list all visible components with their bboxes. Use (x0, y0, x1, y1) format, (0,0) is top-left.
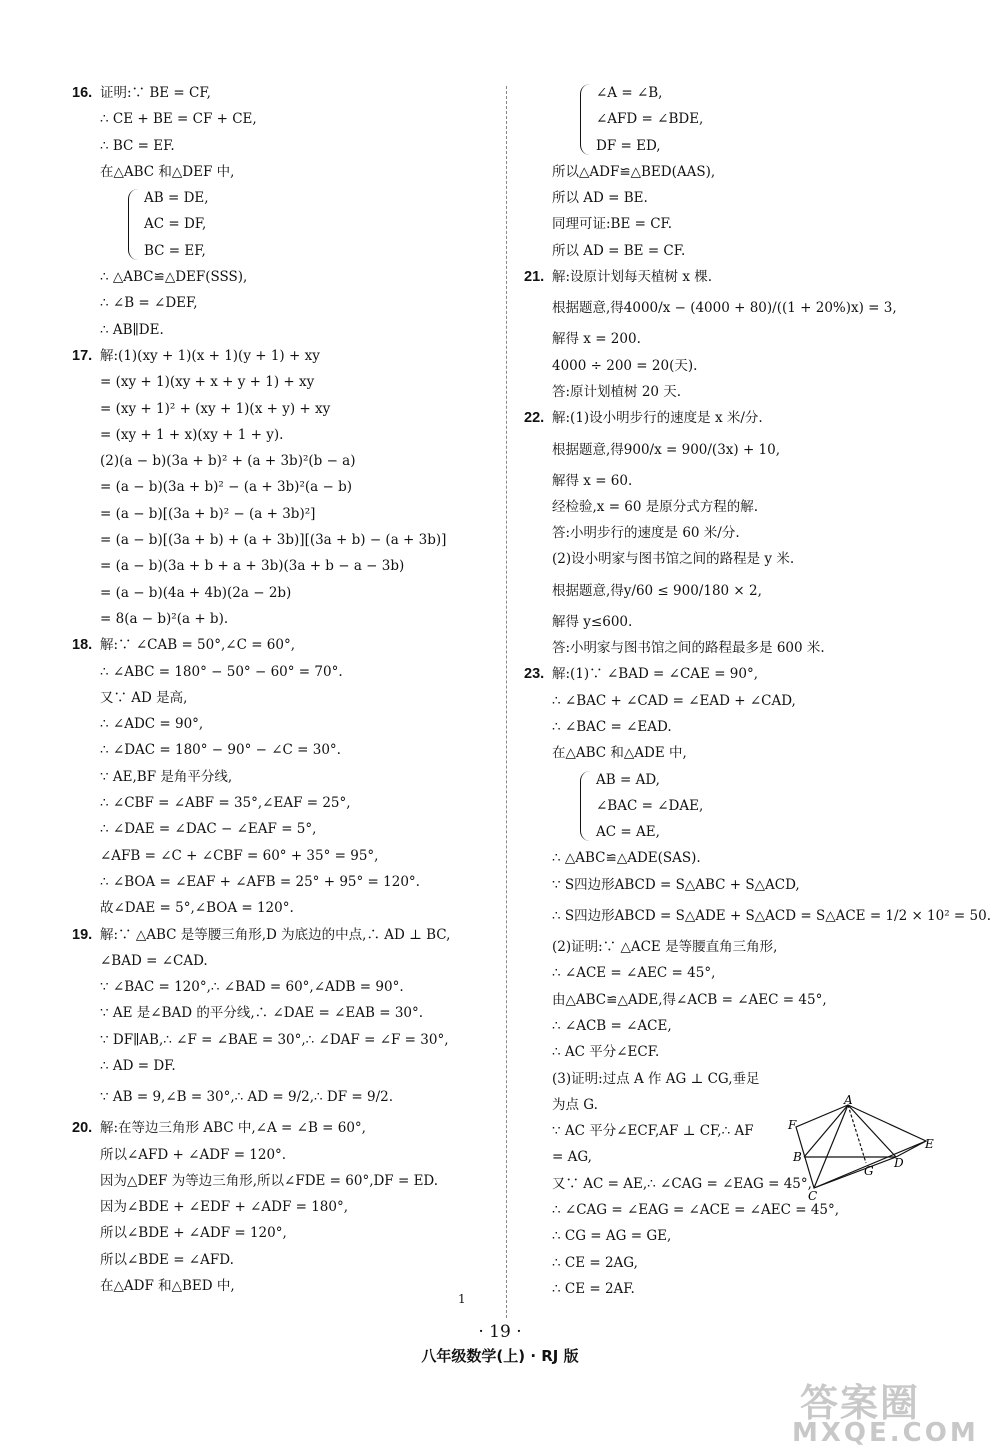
solution-line (524, 845, 964, 871)
solution-line (72, 974, 490, 1000)
line-text: ∴ ∠ACB = ∠ACE, (552, 1017, 672, 1034)
solution-line (524, 211, 964, 237)
line-text: 为点 G. (552, 1096, 598, 1113)
solution-line (524, 326, 964, 352)
solution-line (524, 688, 964, 714)
solution-line (72, 1168, 490, 1194)
solution-line (72, 1027, 490, 1053)
watermark-url: MXQE.COM (792, 1418, 979, 1448)
solution-line (524, 1066, 964, 1092)
problem-number: 18. (72, 637, 93, 654)
line-text: ∴ ∠BAC = ∠EAD. (552, 718, 672, 735)
solution-line (72, 1273, 490, 1299)
solution-line (524, 405, 964, 431)
geometry-figure (786, 1095, 936, 1200)
line-text: ∴ ∠DAE = ∠DAC − ∠EAF = 5°, (100, 821, 317, 838)
solution-line (72, 290, 490, 316)
solution-line (72, 422, 490, 448)
brace-line: AC = DF, (144, 216, 207, 233)
line-text: 所以∠BDE = ∠AFD. (100, 1251, 234, 1268)
line-text: ∠AFB = ∠C + ∠CBF = 60° + 35° = 95°, (100, 847, 379, 864)
figure-label-c: C (808, 1189, 818, 1200)
watermark (790, 1372, 990, 1452)
line-text: 解得 x = 200. (552, 331, 641, 348)
solution-line (524, 1197, 964, 1223)
line-text: ∴ △ABC≌△ADE(SAS). (552, 850, 701, 867)
line-text: (2)设小明家与图书馆之间的路程是 y 米. (552, 551, 795, 568)
solution-line (524, 898, 992, 934)
figure-label-e: E (925, 1137, 934, 1151)
watermark-logo-text: 答案圈 (800, 1381, 921, 1425)
solution-line (524, 238, 964, 264)
line-text: 证明:∵ BE = CF, (100, 85, 211, 101)
line-text: ∴ S四边形ABCD = S△ADE + S△ACD = S△ACE = 1/2 × 10² = 50. (552, 908, 992, 925)
line-text: ∴ ∠BAC + ∠CAD = ∠EAD + ∠CAD, (552, 692, 796, 709)
solution-line (524, 573, 964, 609)
line-text: 解:(1)∵ ∠BAD = ∠CAE = 90°, (552, 666, 759, 683)
line-text: = 8(a − b)²(a + b). (100, 610, 229, 627)
solution-line (72, 1194, 490, 1220)
solution-line (72, 816, 490, 842)
line-text: 在△ADF 和△BED 中, (100, 1278, 235, 1295)
solution-line (72, 895, 490, 921)
line-text: = (a − b)(3a + b + a + 3b)(3a + b − a − 3b) (100, 558, 405, 575)
line-text: ∴ ∠ABC = 180° − 50° − 60° = 70°. (100, 663, 343, 680)
solution-line (72, 159, 490, 185)
line-text: ∵ AE,BF 是角平分线, (100, 768, 233, 785)
solution-line (72, 396, 490, 422)
problem-number: 20. (72, 1120, 93, 1137)
line-text: 所以 AD = BE. (552, 190, 648, 207)
line-text: 根据题意,得y/60 ≤ 900/180 × 2, (552, 582, 762, 599)
line-text: ∴ CE = 2AG, (552, 1254, 638, 1271)
line-text: ∵ AB = 9,∠B = 30°,∴ AD = 9/2,∴ DF = 9/2. (100, 1089, 394, 1106)
stray-mark: 1 (458, 1292, 466, 1306)
problem-number: 23. (524, 666, 545, 683)
line-text: 解得 x = 60. (552, 472, 633, 489)
figure-label-g: G (864, 1164, 874, 1178)
solution-line (524, 960, 964, 986)
line-text: 因为△DEF 为等边三角形,所以∠FDE = 60°,DF = ED. (100, 1172, 439, 1189)
page-footer: 八年级数学(上) · RJ 版 (421, 1347, 579, 1365)
solution-line (72, 632, 490, 658)
line-text: ∵ DF∥AB,∴ ∠F = ∠BAE = 30°,∴ ∠DAF = ∠F = 30°, (100, 1031, 449, 1048)
solution-line (72, 1247, 490, 1273)
line-text: ∴ AB∥DE. (100, 321, 164, 338)
brace-line: AB = DE, (144, 190, 209, 207)
line-text: ∴ ∠BOA = ∠EAF + ∠AFB = 25° + 95° = 120°. (100, 873, 420, 890)
solution-line (72, 264, 490, 290)
solution-line (72, 1142, 490, 1168)
line-text: ∴ △ABC≌△DEF(SSS), (100, 269, 248, 286)
solution-line (72, 843, 490, 869)
solution-line (72, 580, 490, 606)
line-text: ∴ CE = 2AF. (552, 1280, 635, 1297)
solution-line (524, 1250, 964, 1276)
line-text: (2)(a − b)(3a + b)² + (a + 3b)²(b − a) (100, 453, 356, 470)
solution-line (524, 379, 964, 405)
problem-number: 19. (72, 926, 93, 943)
solution-line (72, 369, 490, 395)
solution-line (72, 133, 490, 159)
line-text: 解:在等边三角形 ABC 中,∠A = ∠B = 60°, (100, 1120, 366, 1137)
solution-line (72, 501, 490, 527)
line-text: 答:原计划植树 20 天. (552, 383, 682, 400)
line-text: (3)证明:过点 A 作 AG ⊥ CG,垂足 (552, 1070, 760, 1087)
line-text: ∴ BC = EF. (100, 137, 175, 154)
solution-line (72, 711, 490, 737)
line-text: = (a − b)[(3a + b)² − (a + 3b)²] (100, 505, 316, 522)
solution-line (72, 106, 490, 132)
solution-line (72, 527, 490, 553)
solution-line (524, 740, 964, 766)
line-text: ∴ AC 平分∠ECF. (552, 1044, 660, 1061)
line-text: ∴ AD = DF. (100, 1057, 176, 1074)
problem-number: 17. (72, 347, 93, 364)
line-text: = (a − b)(3a + b)² − (a + 3b)²(a − b) (100, 479, 352, 496)
problem-number: 22. (524, 410, 545, 427)
solution-line (524, 264, 964, 290)
solution-line (524, 546, 964, 572)
solution-line (524, 714, 964, 740)
brace-line: ∠BAC = ∠DAE, (596, 797, 704, 814)
line-text: 经检验,x = 60 是原分式方程的解. (552, 498, 759, 515)
line-text: 所以 AD = BE = CF. (552, 242, 686, 259)
line-text: ∵ AC 平分∠ECF,AF ⊥ CF,∴ AF (552, 1123, 754, 1140)
line-text: = (xy + 1 + x)(xy + 1 + y). (100, 426, 284, 443)
line-text: 解得 y≤600. (552, 613, 633, 630)
solution-line (524, 290, 964, 326)
line-text: ∵ S四边形ABCD = S△ABC + S△ACD, (552, 876, 800, 893)
solution-line (524, 1013, 964, 1039)
line-text: = (a − b)[(3a + b) + (a + 3b)][(3a + b) − (a + 3b)] (100, 532, 447, 549)
line-text: 解:(1)(xy + 1)(x + 1)(y + 1) + xy (100, 347, 320, 364)
line-text: 同理可证:BE = CF. (552, 216, 673, 233)
line-text: 4000 ÷ 200 = 20(天). (552, 357, 698, 374)
solution-line (72, 553, 490, 579)
line-text: = (xy + 1)(xy + x + y + 1) + xy (100, 374, 315, 391)
brace-line: DF = ED, (596, 137, 661, 154)
line-text: 解:设原计划每天植树 x 棵. (552, 269, 713, 286)
figure-label-f: F (788, 1118, 797, 1132)
brace-line: AB = AD, (596, 771, 660, 788)
brace-system (100, 185, 490, 264)
line-text: ∴ ∠CAG = ∠EAG = ∠ACE = ∠AEC = 45°, (552, 1201, 840, 1218)
line-text: 答:小明步行的速度是 60 米/分. (552, 525, 740, 542)
solution-line (524, 635, 964, 661)
line-text: ∠BAD = ∠CAD. (100, 952, 208, 969)
solution-line (524, 468, 964, 494)
solution-line (72, 343, 490, 369)
brace-system (552, 767, 964, 846)
solution-line (72, 764, 490, 790)
figure-outline (796, 1105, 926, 1188)
line-text: ∴ CG = AG = GE, (552, 1228, 672, 1245)
solution-line (72, 737, 490, 763)
solution-line (524, 432, 964, 468)
solution-line (72, 790, 490, 816)
line-text: 又∵ AD 是高, (100, 689, 188, 706)
brace-line: BC = EF, (144, 242, 206, 259)
solution-line (524, 934, 964, 960)
figure-label-d: D (894, 1156, 904, 1170)
solution-line (524, 987, 964, 1013)
line-text: 解:∵ ∠CAB = 50°,∠C = 60°, (100, 637, 296, 654)
solution-line (524, 494, 964, 520)
figure-label-b: B (793, 1150, 802, 1164)
solution-line (72, 1000, 490, 1026)
figure-label-a: A (844, 1095, 853, 1107)
page-number: · 19 · (478, 1322, 522, 1342)
line-text: ∴ ∠DAC = 180° − 90° − ∠C = 30°. (100, 742, 341, 759)
line-text: 解:(1)设小明步行的速度是 x 米/分. (552, 410, 763, 427)
line-text: = AG, (552, 1149, 592, 1166)
solution-line (524, 159, 964, 185)
line-text: 根据题意,得900/x = 900/(3x) + 10, (552, 441, 781, 458)
solution-line (72, 659, 490, 685)
solution-line (72, 1115, 490, 1141)
line-text: (2)证明:∵ △ACE 是等腰直角三角形, (552, 939, 778, 956)
solution-line (524, 661, 964, 687)
column-divider (506, 86, 507, 1318)
line-text: 因为∠BDE + ∠EDF + ∠ADF = 180°, (100, 1199, 349, 1216)
brace-line: AC = AE, (596, 824, 660, 841)
problem-number: 16. (72, 85, 93, 101)
solution-line (72, 474, 490, 500)
line-text: ∴ ∠ACE = ∠AEC = 45°, (552, 965, 716, 982)
line-text: ∴ ∠ADC = 90°, (100, 716, 204, 733)
line-text: ∴ ∠CBF = ∠ABF = 35°,∠EAF = 25°, (100, 795, 351, 812)
line-text: 由△ABC≌△ADE,得∠ACB = ∠AEC = 45°, (552, 991, 827, 1008)
line-text: 解:∵ △ABC 是等腰三角形,D 为底边的中点,∴ AD ⊥ BC, (100, 926, 451, 943)
solution-line (524, 185, 964, 211)
brace-line: ∠AFD = ∠BDE, (596, 111, 704, 128)
solution-line (524, 1223, 964, 1249)
solution-line (72, 317, 490, 343)
brace-line: ∠A = ∠B, (596, 85, 663, 101)
line-text: 答:小明家与图书馆之间的路程最多是 600 米. (552, 640, 825, 657)
solution-line (524, 520, 964, 546)
solution-line (72, 80, 490, 106)
solution-line (72, 1053, 490, 1079)
line-text: ∴ CE + BE = CF + CE, (100, 111, 257, 128)
line-text: 在△ABC 和△DEF 中, (100, 163, 235, 180)
solution-line (524, 353, 964, 379)
line-text: ∵ ∠BAC = 120°,∴ ∠BAD = 60°,∠ADB = 90°. (100, 979, 404, 996)
line-text: 故∠DAE = 5°,∠BOA = 120°. (100, 900, 294, 917)
solution-line (524, 1039, 964, 1065)
solution-line (72, 869, 490, 895)
solution-line (524, 1276, 964, 1302)
line-text: 在△ABC 和△ADE 中, (552, 745, 687, 762)
line-text: = (xy + 1)² + (xy + 1)(x + y) + xy (100, 400, 331, 417)
solution-line (72, 948, 490, 974)
solution-line (524, 609, 964, 635)
solution-line (524, 872, 964, 898)
line-text: ∵ AE 是∠BAD 的平分线,∴ ∠DAE = ∠EAB = 30°. (100, 1005, 424, 1022)
solution-line (72, 922, 490, 948)
left-column (72, 80, 490, 1299)
line-text: 所以∠BDE + ∠ADF = 120°, (100, 1225, 287, 1242)
solution-line (72, 685, 490, 711)
line-text: 所以∠AFD + ∠ADF = 120°. (100, 1146, 287, 1163)
solution-line (72, 1079, 490, 1115)
line-text: 又∵ AC = AE,∴ ∠CAG = ∠EAG = 45°, (552, 1175, 812, 1192)
solution-line (72, 448, 490, 474)
brace-system (552, 80, 964, 159)
line-text: ∴ ∠B = ∠DEF, (100, 295, 198, 312)
line-text: 根据题意,得4000/x − (4000 + 80)/((1 + 20%)x) = 3, (552, 300, 897, 317)
solution-line (72, 606, 490, 632)
line-text: = (a − b)(4a + 4b)(2a − 2b) (100, 584, 292, 601)
problem-number: 21. (524, 269, 545, 286)
line-text: 所以△ADF≌△BED(AAS), (552, 163, 716, 180)
solution-line (72, 1220, 490, 1246)
